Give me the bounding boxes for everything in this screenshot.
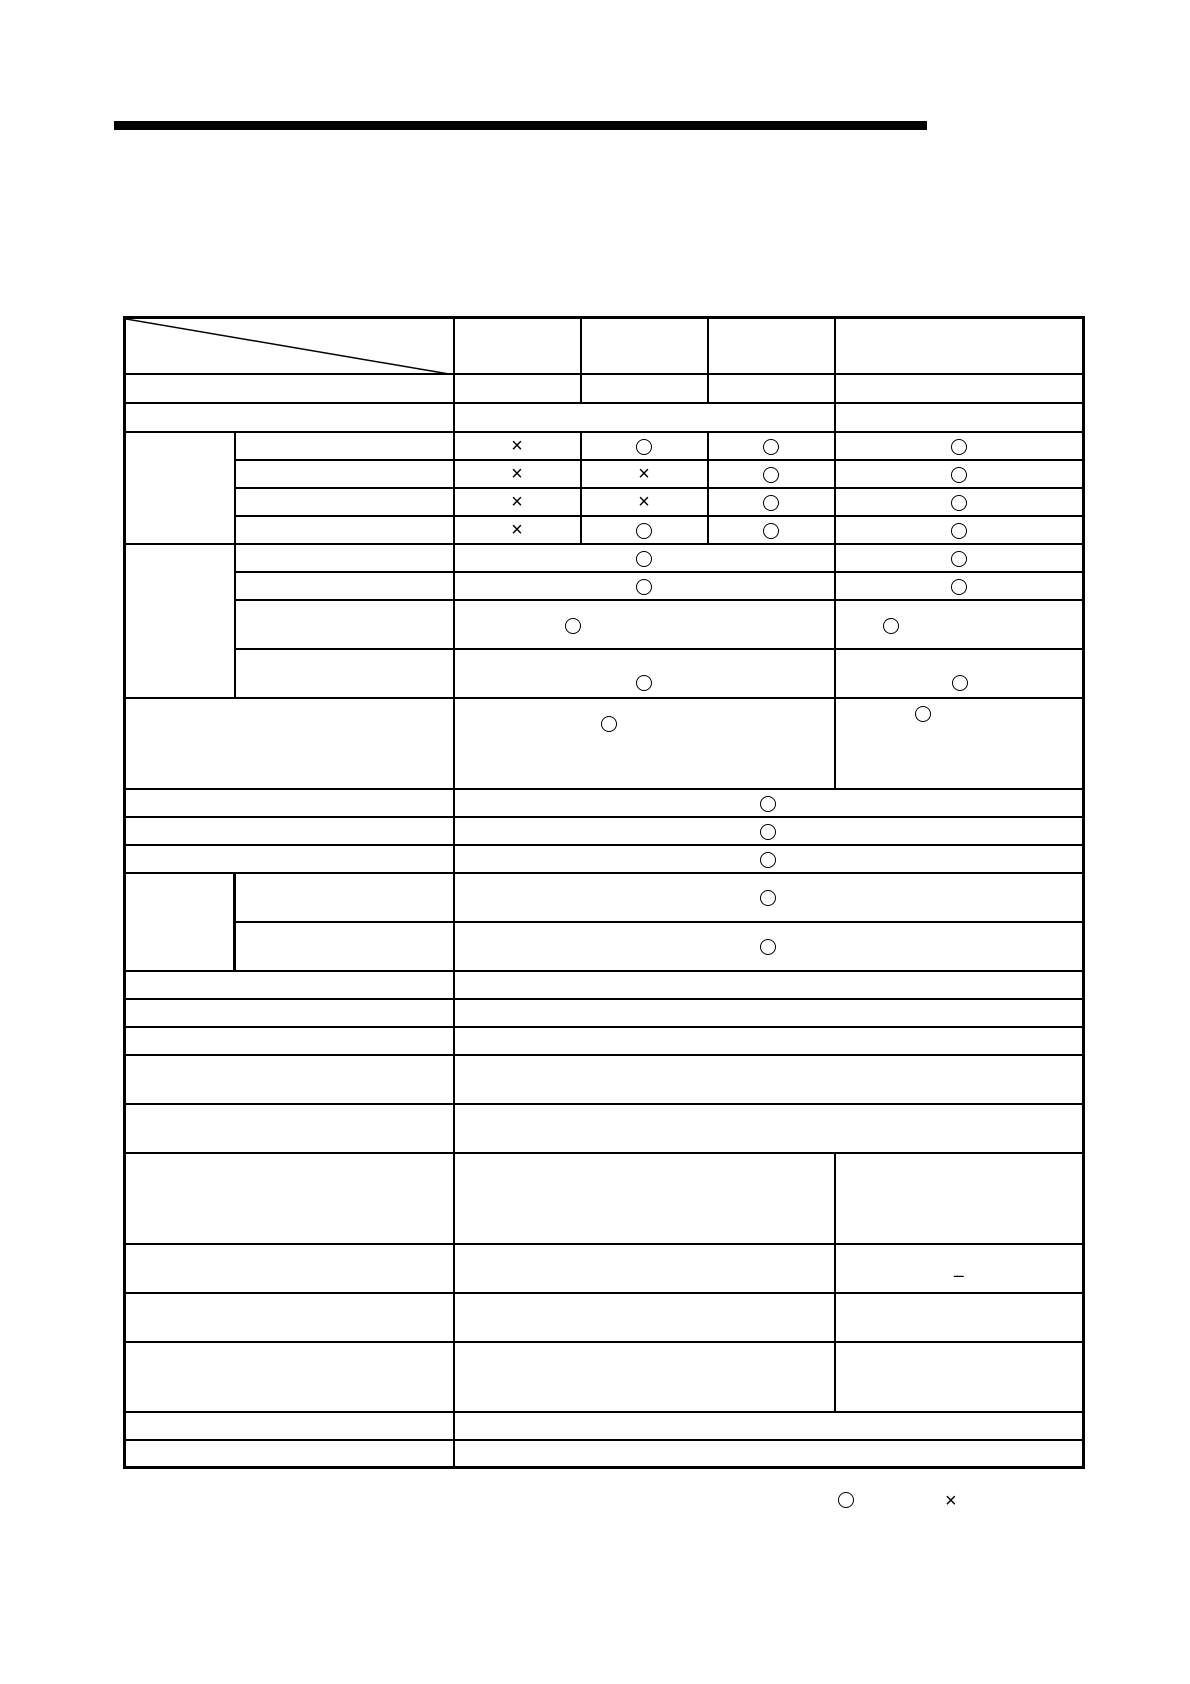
table-row <box>125 789 1084 817</box>
row-label <box>125 999 454 1027</box>
supported-mark <box>760 796 776 812</box>
not-supported-mark: × <box>511 518 523 541</box>
cell <box>708 488 835 516</box>
row-label <box>235 516 454 544</box>
cell <box>454 572 835 600</box>
row-label <box>235 649 454 698</box>
cell <box>835 432 1084 460</box>
table-row <box>125 1153 1084 1244</box>
cell <box>581 374 708 403</box>
supported-mark <box>565 618 581 634</box>
cell <box>581 488 708 516</box>
cell <box>708 432 835 460</box>
supported-legend-mark <box>838 1492 854 1508</box>
row-label <box>125 1342 454 1412</box>
cell <box>708 374 835 403</box>
cell <box>454 600 835 649</box>
row-label <box>235 432 454 460</box>
row-label <box>235 873 454 922</box>
table-row <box>125 1440 1084 1468</box>
row-label <box>125 1412 454 1440</box>
cell <box>454 999 1084 1027</box>
cell <box>454 971 1084 999</box>
supported-mark <box>951 523 967 539</box>
cell <box>454 922 1084 971</box>
row-label <box>125 1153 454 1244</box>
group-label <box>125 432 235 544</box>
dash-mark: – <box>953 1265 964 1285</box>
table-row <box>125 873 1084 922</box>
supported-mark <box>951 467 967 483</box>
header-col-4 <box>835 318 1084 374</box>
table-row <box>125 600 1084 649</box>
row-label <box>125 403 454 432</box>
cell <box>581 460 708 488</box>
cell <box>454 698 835 789</box>
table-row <box>125 516 1084 544</box>
row-label <box>125 971 454 999</box>
table-row <box>125 999 1084 1027</box>
table-row <box>125 374 1084 403</box>
cell <box>454 460 581 488</box>
not-supported-legend-mark: × <box>945 1490 957 1512</box>
row-label <box>125 1104 454 1153</box>
supported-mark <box>763 439 779 455</box>
header-col-3 <box>708 318 835 374</box>
row-label <box>125 698 454 789</box>
cell <box>835 403 1084 432</box>
cell <box>835 1153 1084 1244</box>
row-label <box>125 374 454 403</box>
cell <box>835 488 1084 516</box>
row-label <box>235 600 454 649</box>
table-row <box>125 1055 1084 1104</box>
table-row <box>125 1293 1084 1342</box>
supported-mark <box>601 716 617 732</box>
cell <box>454 789 1084 817</box>
table-row <box>125 698 1084 789</box>
row-label <box>235 488 454 516</box>
header-col-2 <box>581 318 708 374</box>
cell <box>708 516 835 544</box>
cell <box>454 488 581 516</box>
supported-mark <box>951 495 967 511</box>
cell <box>454 817 1084 845</box>
legend <box>835 1490 995 1512</box>
not-supported-mark: × <box>638 490 650 513</box>
row-label <box>125 845 454 873</box>
cell <box>581 516 708 544</box>
cell <box>835 698 1084 789</box>
cell <box>454 1104 1084 1153</box>
specification-table <box>123 316 1085 1469</box>
row-label <box>235 544 454 572</box>
cell <box>835 649 1084 698</box>
row-label <box>125 1293 454 1342</box>
table-row <box>125 817 1084 845</box>
cell <box>835 374 1084 403</box>
header-row <box>125 318 1084 374</box>
supported-mark <box>636 675 652 691</box>
supported-mark <box>763 523 779 539</box>
cell <box>454 1440 1084 1468</box>
section-heading-rule <box>114 121 927 130</box>
supported-mark <box>760 852 776 868</box>
cell <box>454 544 835 572</box>
row-label <box>125 1055 454 1104</box>
cell <box>454 1153 835 1244</box>
table-row <box>125 1342 1084 1412</box>
cell <box>454 403 835 432</box>
header-col-1 <box>454 318 581 374</box>
table-row <box>125 845 1084 873</box>
corner-diagonal-cell <box>125 318 454 374</box>
cell <box>454 845 1084 873</box>
supported-mark <box>760 939 776 955</box>
cell <box>454 1412 1084 1440</box>
table-row <box>125 922 1084 971</box>
group-label <box>125 544 235 698</box>
supported-mark <box>883 618 899 634</box>
row-label <box>125 1440 454 1468</box>
row-label <box>125 789 454 817</box>
cell <box>454 1293 835 1342</box>
cell <box>454 1342 835 1412</box>
cell <box>454 516 581 544</box>
supported-mark <box>952 675 968 691</box>
supported-mark <box>763 495 779 511</box>
supported-mark <box>951 551 967 567</box>
supported-mark <box>915 706 931 722</box>
table-row <box>125 460 1084 488</box>
row-label <box>235 572 454 600</box>
supported-mark <box>760 824 776 840</box>
not-supported-mark: × <box>511 490 523 513</box>
cell <box>835 572 1084 600</box>
cell <box>454 1244 835 1293</box>
supported-mark <box>951 579 967 595</box>
supported-mark <box>760 890 776 906</box>
table-row <box>125 403 1084 432</box>
cell <box>835 600 1084 649</box>
cell <box>835 544 1084 572</box>
row-label <box>125 1244 454 1293</box>
row-label <box>125 817 454 845</box>
table-row <box>125 1104 1084 1153</box>
row-label <box>125 1027 454 1055</box>
not-supported-mark: × <box>511 462 523 485</box>
cell <box>835 1342 1084 1412</box>
cell <box>454 374 581 403</box>
table-row <box>125 544 1084 572</box>
row-label <box>235 460 454 488</box>
cell <box>708 460 835 488</box>
cell <box>835 460 1084 488</box>
cell <box>454 649 835 698</box>
supported-mark <box>636 579 652 595</box>
diagonal-line <box>126 319 455 375</box>
not-supported-mark: × <box>638 462 650 485</box>
cell <box>454 1027 1084 1055</box>
cell <box>454 873 1084 922</box>
cell <box>835 516 1084 544</box>
table-row <box>125 572 1084 600</box>
cell <box>835 1244 1084 1293</box>
supported-mark <box>636 523 652 539</box>
supported-mark <box>636 551 652 567</box>
table-row <box>125 488 1084 516</box>
row-label <box>235 922 454 971</box>
cell <box>581 432 708 460</box>
cell <box>454 432 581 460</box>
table-row <box>125 1027 1084 1055</box>
table-row <box>125 432 1084 460</box>
not-supported-mark: × <box>511 434 523 457</box>
table-row <box>125 1412 1084 1440</box>
cell <box>454 1055 1084 1104</box>
table-row <box>125 1244 1084 1293</box>
cell <box>835 1293 1084 1342</box>
table-row <box>125 971 1084 999</box>
supported-mark <box>951 439 967 455</box>
table-row <box>125 649 1084 698</box>
supported-mark <box>636 439 652 455</box>
supported-mark <box>763 467 779 483</box>
group-label <box>125 873 235 971</box>
